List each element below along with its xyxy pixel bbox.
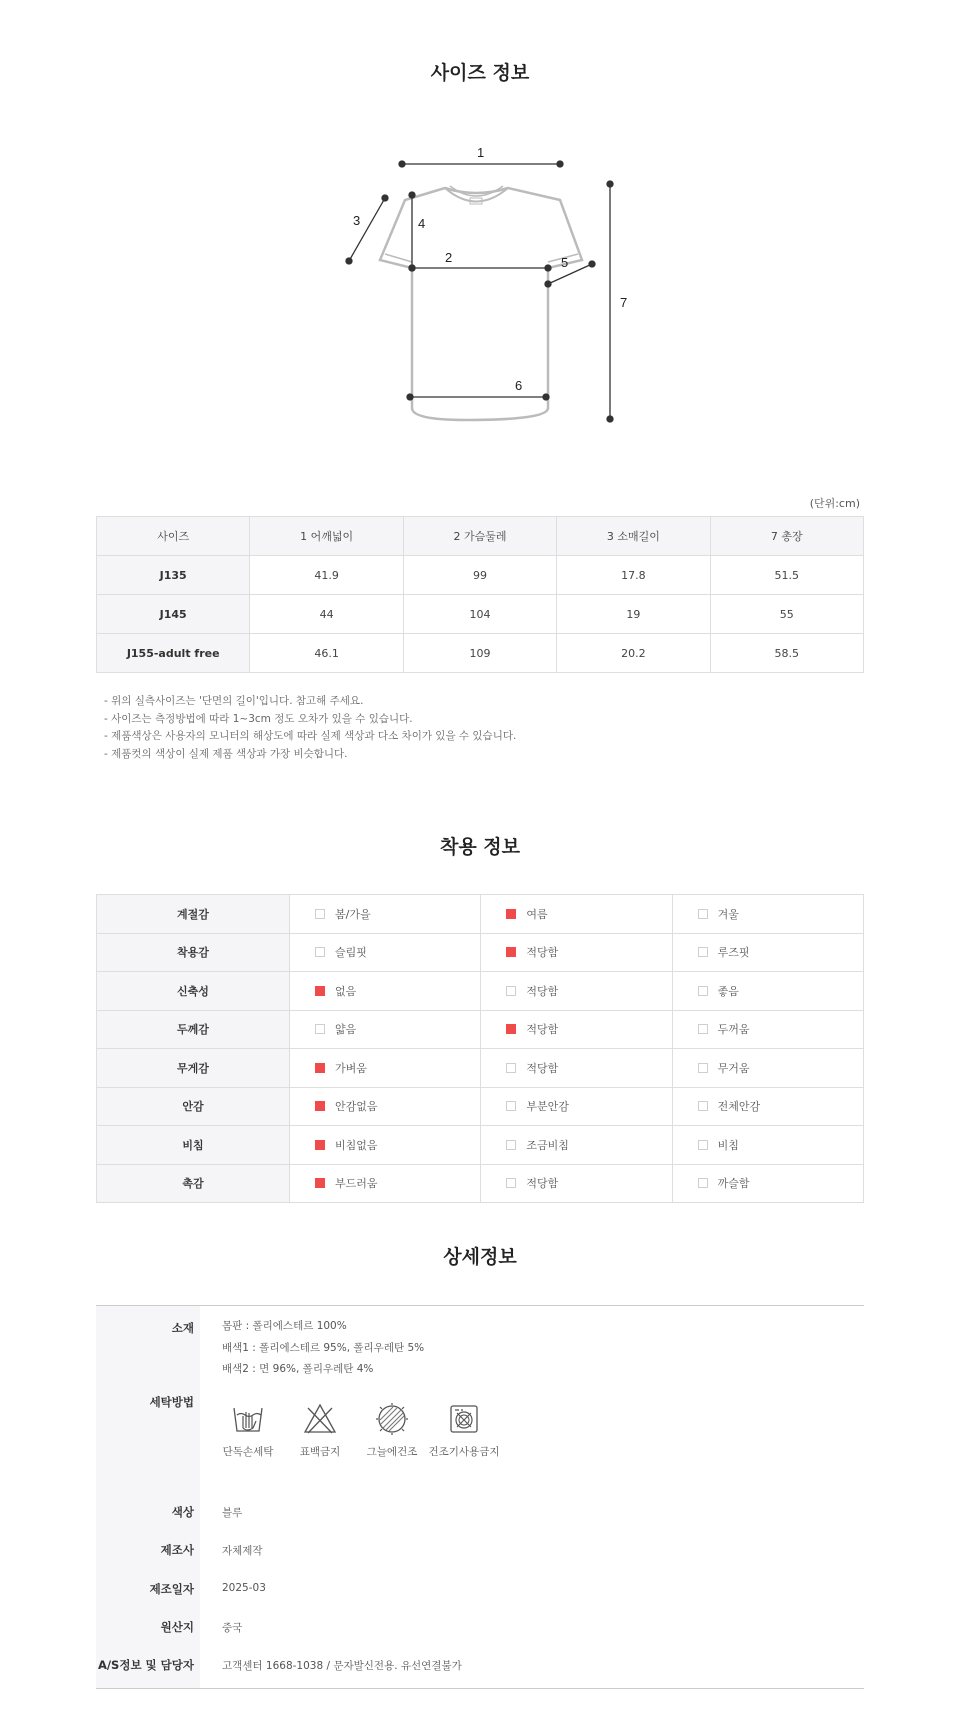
fit-option-label: 부드러움 <box>335 1177 378 1191</box>
size-table <box>96 516 864 673</box>
material-line: 배색2 : 면 96%, 폴리우레탄 4% <box>222 1363 374 1375</box>
fit-option <box>481 933 672 972</box>
size-value-cell: 17.8 <box>557 556 710 595</box>
fit-option-label: 안감없음 <box>335 1100 378 1114</box>
origin-label: 원산지 <box>160 1620 194 1634</box>
diagram-label-7: 7 <box>620 295 628 310</box>
material-line: 몸판 : 폴리에스테르 100% <box>222 1320 347 1332</box>
wash-item <box>424 1402 504 1459</box>
date-label: 제조일자 <box>149 1582 194 1596</box>
wash-item-label: 단독손세탁 <box>222 1446 274 1458</box>
fit-option <box>290 972 481 1011</box>
fit-option-label: 여름 <box>526 907 548 921</box>
size-value-cell: 51.5 <box>710 556 863 595</box>
unchecked-box-icon <box>698 947 708 957</box>
table-row <box>97 1126 864 1165</box>
fit-row-label: 촉감 <box>97 1164 290 1203</box>
maker-value: 자체제작 <box>222 1545 263 1557</box>
checked-box-icon <box>315 986 325 996</box>
size-value-cell: 109 <box>403 634 556 673</box>
fit-option-label: 비침 <box>717 1138 739 1152</box>
fit-option <box>672 1164 863 1203</box>
size-value-cell: 20.2 <box>557 634 710 673</box>
fit-option <box>481 1164 672 1203</box>
no-bleach-icon <box>303 1402 337 1436</box>
fit-option <box>672 972 863 1011</box>
diagram-label-5: 5 <box>561 255 569 270</box>
table-row <box>97 1049 864 1088</box>
unchecked-box-icon <box>698 1063 708 1073</box>
fit-option <box>290 1087 481 1126</box>
fit-option-label: 부분안감 <box>526 1100 569 1114</box>
fit-option <box>290 933 481 972</box>
size-note: - 위의 실측사이즈는 '단면의 길이'입니다. 참고해 주세요. <box>104 695 364 707</box>
unchecked-box-icon <box>506 1101 516 1111</box>
wash-item-label: 그늘에건조 <box>366 1446 418 1458</box>
wash-item <box>208 1402 288 1459</box>
table-row <box>97 972 864 1011</box>
fit-row-label: 계절감 <box>97 895 290 934</box>
fit-section-title: 착용 정보 <box>439 836 521 858</box>
size-name-cell: J155-adult free <box>97 634 250 673</box>
fit-option <box>481 1087 672 1126</box>
fit-option-label: 겨울 <box>717 907 739 921</box>
fit-row-label: 무게감 <box>97 1049 290 1088</box>
as-label: A/S정보 및 담당자 <box>97 1658 194 1672</box>
fit-option-label: 적당함 <box>526 984 559 998</box>
unchecked-box-icon <box>506 1063 516 1073</box>
fit-option <box>672 895 863 934</box>
diagram-label-1: 1 <box>477 145 485 160</box>
checked-box-icon <box>506 1024 516 1034</box>
checked-box-icon <box>315 1063 325 1073</box>
detail-info-table <box>96 1305 864 1689</box>
size-value-cell: 44 <box>250 595 403 634</box>
size-notes <box>104 693 516 763</box>
size-table-header: 2 가슴둘레 <box>403 517 556 556</box>
fit-option-label: 가벼움 <box>335 1061 367 1075</box>
unchecked-box-icon <box>506 986 516 996</box>
unchecked-box-icon <box>506 1178 516 1188</box>
size-value-cell: 99 <box>403 556 556 595</box>
unchecked-box-icon <box>698 909 708 919</box>
checked-box-icon <box>315 1178 325 1188</box>
fit-option-label: 전체안감 <box>717 1100 761 1114</box>
size-name-cell: J135 <box>97 556 250 595</box>
fit-option-label: 조금비침 <box>526 1138 569 1152</box>
unchecked-box-icon <box>698 1101 708 1111</box>
unchecked-box-icon <box>698 1178 708 1188</box>
fit-option-label: 없음 <box>335 984 357 998</box>
size-value-cell: 41.9 <box>250 556 403 595</box>
size-value-cell: 46.1 <box>250 634 403 673</box>
unchecked-box-icon <box>698 1140 708 1150</box>
table-row <box>97 895 864 934</box>
as-value: 고객센터 1668-1038 / 문자발신전용. 유선연결불가 <box>222 1660 462 1672</box>
fit-option <box>290 895 481 934</box>
size-value-cell: 58.5 <box>710 634 863 673</box>
fit-option <box>481 895 672 934</box>
diagram-label-2: 2 <box>445 250 453 265</box>
fit-option-label: 적당함 <box>526 946 559 960</box>
color-value: 블루 <box>222 1507 243 1519</box>
fit-row-label: 두께감 <box>97 1010 290 1049</box>
checked-box-icon <box>315 1101 325 1111</box>
tshirt-size-diagram <box>330 140 630 440</box>
diagram-label-6: 6 <box>515 378 523 393</box>
origin-value: 중국 <box>222 1622 243 1634</box>
size-table-header: 사이즈 <box>97 517 250 556</box>
fit-option-label: 적당함 <box>526 1023 559 1037</box>
unchecked-box-icon <box>506 1140 516 1150</box>
table-row <box>97 933 864 972</box>
size-note: - 사이즈는 측정방법에 따라 1~3cm 정도 오차가 있을 수 있습니다. <box>104 712 413 725</box>
size-value-cell: 19 <box>557 595 710 634</box>
table-row <box>97 556 864 595</box>
size-table-header: 3 소매길이 <box>557 517 710 556</box>
fit-option <box>481 972 672 1011</box>
fit-option <box>672 933 863 972</box>
color-label: 색상 <box>171 1505 194 1519</box>
size-unit: (단위:cm) <box>809 497 860 510</box>
fit-option <box>290 1010 481 1049</box>
detail-section-title: 상세정보 <box>443 1246 517 1268</box>
shade-dry-icon <box>374 1402 410 1436</box>
maker-label: 제조사 <box>160 1543 194 1557</box>
material-label: 소재 <box>171 1321 194 1335</box>
fit-option <box>672 1087 863 1126</box>
wash-item-label: 건조기사용금지 <box>428 1446 500 1458</box>
unchecked-box-icon <box>698 1024 708 1034</box>
fit-table <box>96 894 864 1203</box>
fit-option-label: 얇음 <box>335 1023 357 1037</box>
washing-label: 세탁방법 <box>149 1395 194 1409</box>
diagram-label-3: 3 <box>353 213 361 228</box>
fit-option-label: 슬림핏 <box>335 946 367 960</box>
table-row <box>97 1164 864 1203</box>
size-value-cell: 55 <box>710 595 863 634</box>
fit-option-label: 적당함 <box>526 1177 559 1191</box>
size-table-header: 1 어깨넓이 <box>250 517 403 556</box>
fit-option-label: 루즈핏 <box>717 946 750 960</box>
wash-item <box>280 1402 360 1459</box>
fit-option-label: 봄/가을 <box>335 907 371 921</box>
fit-option <box>481 1049 672 1088</box>
material-line: 배색1 : 폴리에스테르 95%, 폴리우레탄 5% <box>222 1341 425 1354</box>
unchecked-box-icon <box>315 909 325 919</box>
fit-option-label: 적당함 <box>526 1061 559 1075</box>
fit-option-label: 비침없음 <box>335 1138 378 1152</box>
fit-option <box>672 1049 863 1088</box>
size-name-cell: J145 <box>97 595 250 634</box>
unchecked-box-icon <box>315 1024 325 1034</box>
size-note: - 제품컷의 색상이 실제 제품 색상과 가장 비슷합니다. <box>104 747 348 760</box>
checked-box-icon <box>506 909 516 919</box>
fit-option <box>672 1010 863 1049</box>
fit-option <box>290 1126 481 1165</box>
size-table-header-row <box>97 517 864 556</box>
fit-option-label: 무거움 <box>717 1061 750 1075</box>
diagram-label-4: 4 <box>418 216 426 231</box>
table-row <box>97 595 864 634</box>
fit-option <box>481 1126 672 1165</box>
checked-box-icon <box>506 947 516 957</box>
wash-item-label: 표백금지 <box>299 1446 341 1458</box>
table-row <box>97 1010 864 1049</box>
fit-row-label: 안감 <box>97 1087 290 1126</box>
fit-option-label: 까슬함 <box>717 1177 750 1191</box>
date-value: 2025-03 <box>222 1582 266 1594</box>
fit-option-label: 좋음 <box>717 984 739 998</box>
wash-item <box>352 1402 432 1459</box>
fit-option <box>672 1126 863 1165</box>
fit-row-label: 비침 <box>97 1126 290 1165</box>
unchecked-box-icon <box>698 986 708 996</box>
no-tumble-dry-icon <box>447 1402 481 1436</box>
table-row <box>97 1087 864 1126</box>
fit-option-label: 두꺼움 <box>717 1023 750 1037</box>
fit-row-label: 착용감 <box>97 933 290 972</box>
hand-wash-icon <box>231 1402 265 1436</box>
material-value <box>222 1316 424 1381</box>
checked-box-icon <box>315 1140 325 1150</box>
unchecked-box-icon <box>315 947 325 957</box>
fit-option <box>290 1164 481 1203</box>
size-note: - 제품색상은 사용자의 모니터의 해상도에 따라 실제 색상과 다소 차이가 있을 수 있습니다. <box>104 730 517 742</box>
size-section-title: 사이즈 정보 <box>430 62 530 84</box>
size-value-cell: 104 <box>403 595 556 634</box>
fit-option <box>290 1049 481 1088</box>
fit-row-label: 신축성 <box>97 972 290 1011</box>
size-table-header: 7 총장 <box>710 517 863 556</box>
fit-option <box>481 1010 672 1049</box>
table-row <box>97 634 864 673</box>
